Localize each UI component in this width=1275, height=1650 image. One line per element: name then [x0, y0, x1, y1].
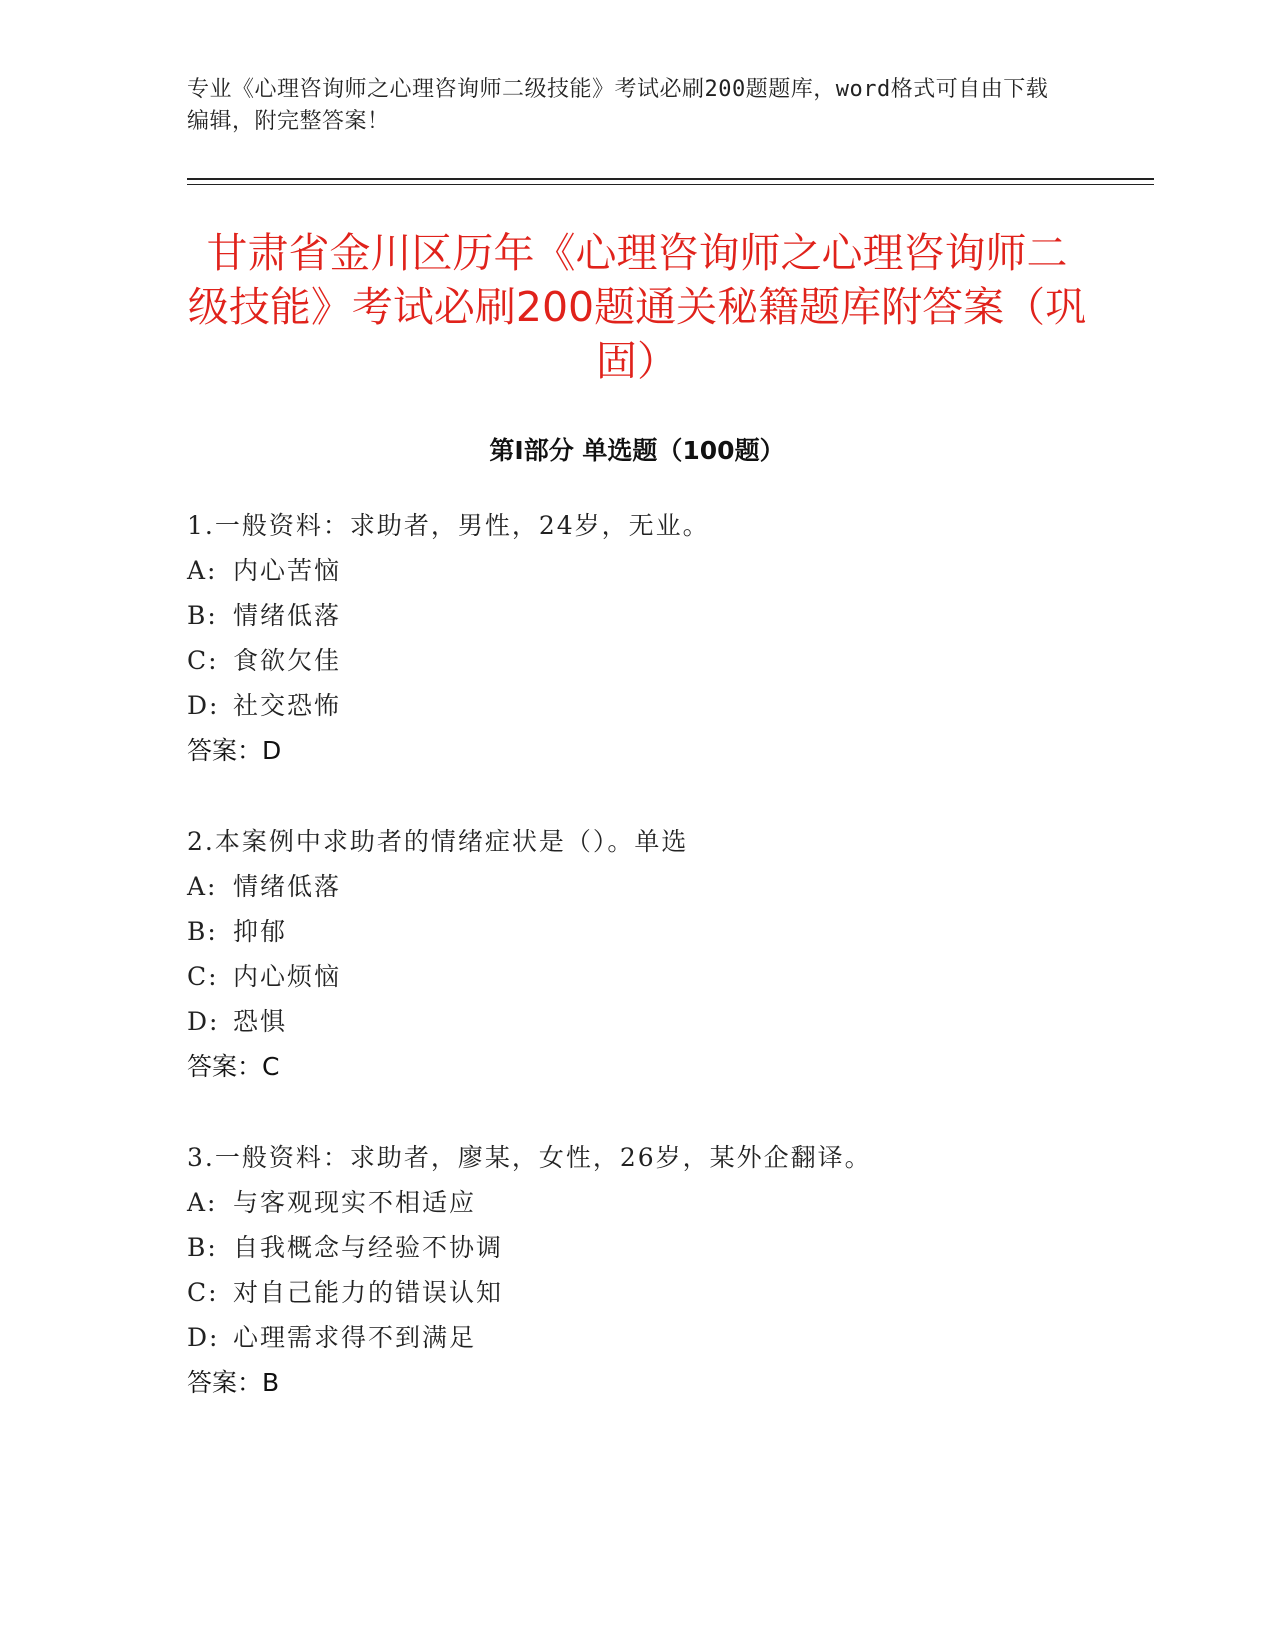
option-b	[187, 909, 1147, 954]
question-stem: 2.本案例中求助者的情绪症状是（）。单选	[187, 827, 689, 856]
option-letter: C:	[187, 1278, 219, 1307]
option-a	[187, 864, 1147, 909]
question-3	[187, 1135, 1147, 1405]
option-c	[187, 1270, 1147, 1315]
option-d	[187, 1315, 1147, 1360]
answer-line: 答案：C	[187, 1052, 280, 1081]
option-text: 食欲欠佳	[233, 646, 342, 675]
option-letter: C:	[187, 962, 219, 991]
option-d	[187, 683, 1147, 728]
option-d	[187, 999, 1147, 1044]
option-letter: B:	[187, 917, 218, 946]
question-stem: 3.一般资料：求助者，廖某，女性，26岁，某外企翻译。	[187, 1143, 872, 1172]
option-letter: C:	[187, 646, 219, 675]
document-title: 甘肃省金川区历年《心理咨询师之心理咨询师二级技能》考试必刷200题通关秘籍题库附答案（巩固）	[187, 229, 1087, 385]
option-text: 情绪低落	[233, 872, 342, 901]
option-text: 社交恐怖	[233, 691, 342, 720]
option-letter: D:	[187, 691, 220, 720]
option-text: 自我概念与经验不协调	[233, 1233, 504, 1262]
question-1	[187, 503, 1147, 773]
option-letter: A:	[187, 1188, 218, 1217]
option-text: 恐惧	[233, 1007, 288, 1036]
option-text: 情绪低落	[233, 601, 342, 630]
option-letter: D:	[187, 1007, 220, 1036]
option-text: 内心烦恼	[233, 962, 342, 991]
option-text: 心理需求得不到满足	[233, 1323, 477, 1352]
section-heading: 第Ⅰ部分 单选题（100题）	[489, 436, 785, 465]
header-note: 专业《心理咨询师之心理咨询师二级技能》考试必刷200题题库，word格式可自由下载编辑，附完整答案！	[187, 77, 1049, 134]
option-text: 内心苦恼	[233, 556, 342, 585]
option-a	[187, 548, 1147, 593]
question-2	[187, 819, 1147, 1089]
question-stem: 1.一般资料：求助者，男性，24岁，无业。	[187, 511, 710, 540]
option-letter: A:	[187, 872, 218, 901]
option-a	[187, 1180, 1147, 1225]
header-divider-thick	[187, 178, 1154, 180]
header-divider-thin	[187, 184, 1154, 185]
answer-line: 答案：D	[187, 736, 282, 765]
option-text: 对自己能力的错误认知	[233, 1278, 504, 1307]
option-letter: B:	[187, 1233, 218, 1262]
option-c	[187, 954, 1147, 999]
answer-line: 答案：B	[187, 1368, 280, 1397]
option-text: 与客观现实不相适应	[233, 1188, 477, 1217]
option-letter: B:	[187, 601, 218, 630]
option-letter: D:	[187, 1323, 220, 1352]
option-text: 抑郁	[233, 917, 288, 946]
option-c	[187, 638, 1147, 683]
option-b	[187, 1225, 1147, 1270]
option-b	[187, 593, 1147, 638]
option-letter: A:	[187, 556, 218, 585]
